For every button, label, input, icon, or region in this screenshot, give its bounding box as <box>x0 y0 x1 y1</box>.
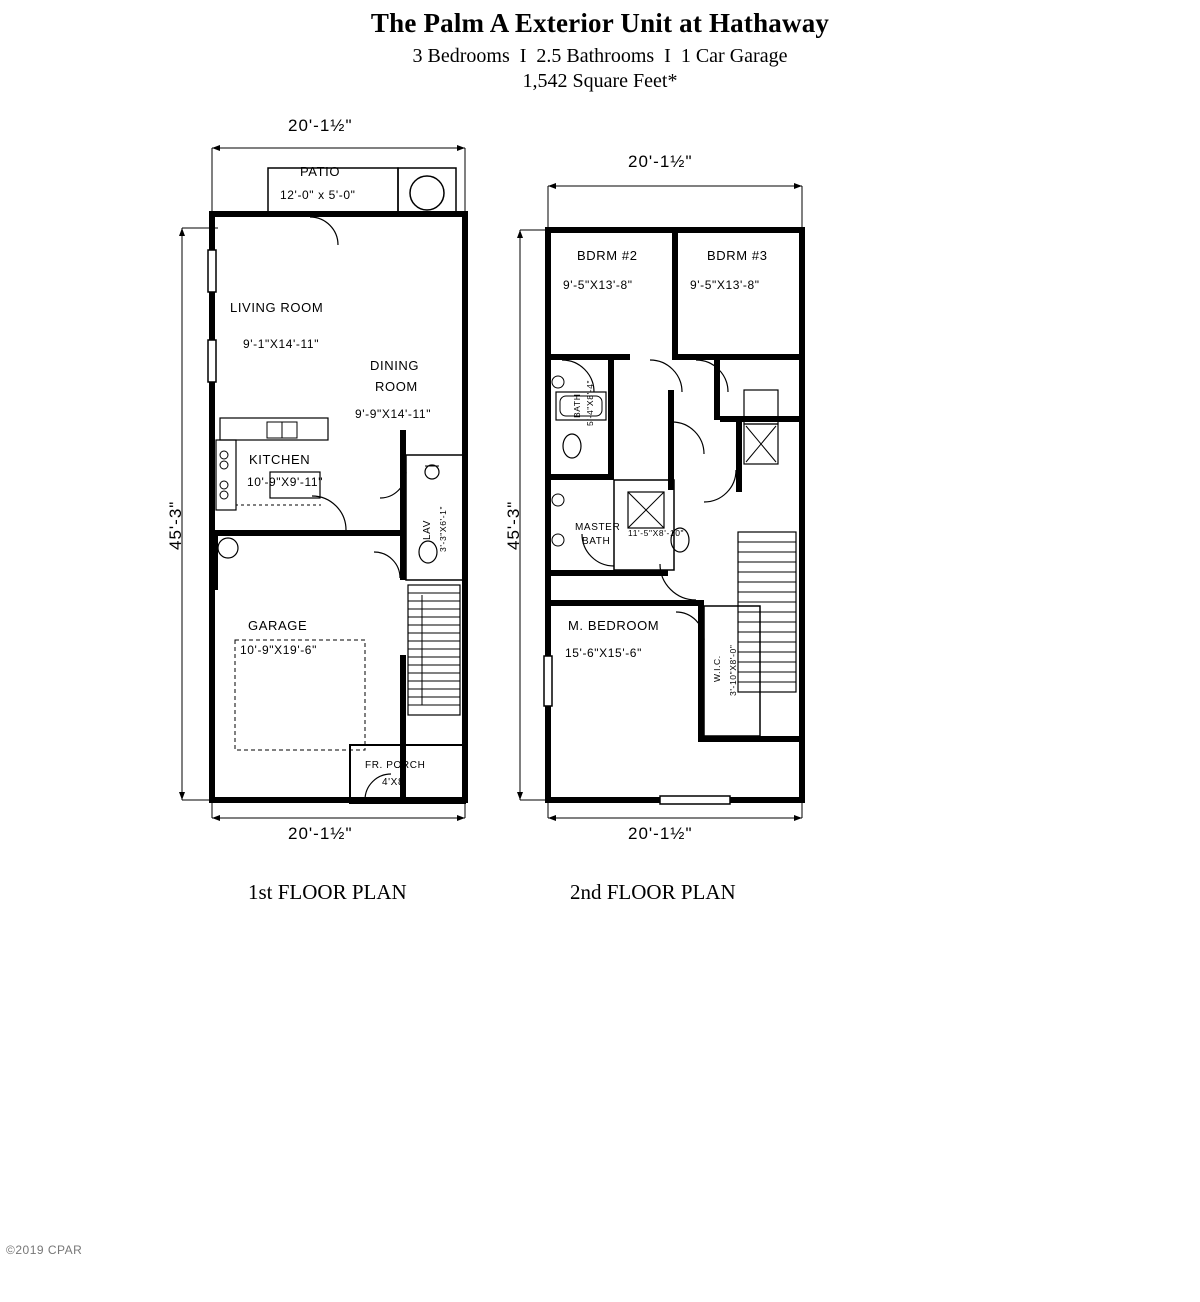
room-dims-lav: 3'-3"X6'-1" <box>438 505 448 552</box>
floorplans-container <box>0 100 1200 930</box>
room-label-bath: BATH <box>572 393 582 418</box>
floor2-caption: 2nd FLOOR PLAN <box>570 880 736 904</box>
floor1-dim-top: 20'-1½" <box>288 116 353 135</box>
plan-area: 1,542 Square Feet* <box>522 70 678 92</box>
floor2-dim-left: 45'-3" <box>504 500 523 550</box>
copyright-notice: ©2019 CPAR <box>6 1243 83 1257</box>
room-label-master-bath: MASTER <box>575 522 621 533</box>
floor1-dim-left: 45'-3" <box>166 500 185 550</box>
second-floor-drawing <box>500 100 860 930</box>
floor1-dim-bottom: 20'-1½" <box>288 824 353 843</box>
room-dims-living-room: 9'-1"X14'-11" <box>243 337 320 351</box>
room-label-dining-room: DINING <box>370 358 420 373</box>
room-dims-master-bath: 11'-5"X8'-10" <box>628 528 685 538</box>
room-label-front-porch: FR. PORCH <box>365 760 426 771</box>
floor1-caption: 1st FLOOR PLAN <box>248 880 407 904</box>
plan-header <box>0 8 1200 93</box>
room-label-patio: PATIO <box>300 164 341 179</box>
room-dims-master-bedroom: 15'-6"X15'-6" <box>565 646 642 660</box>
second-floor-plan <box>500 100 860 930</box>
room-label-lav: LAV <box>422 520 433 540</box>
room-label-living-room: LIVING ROOM <box>230 300 324 315</box>
first-floor-drawing <box>160 100 500 930</box>
first-floor-plan <box>160 100 500 930</box>
floor2-dim-bottom: 20'-1½" <box>628 824 693 843</box>
room-label-master-bath-2: BATH <box>582 536 611 547</box>
floor2-dim-top: 20'-1½" <box>628 152 693 171</box>
room-label-master-bedroom: M. BEDROOM <box>568 618 660 633</box>
room-label-garage: GARAGE <box>248 618 308 633</box>
page-title: The Palm A Exterior Unit at Hathaway <box>370 8 830 38</box>
room-dims-bdrm-2: 9'-5"X13'-8" <box>563 278 633 292</box>
room-dims-kitchen: 10'-9"X9'-11" <box>247 475 324 489</box>
room-label-dining-room-2: ROOM <box>375 379 418 394</box>
room-dims-wic: 3'-10"X8'-0" <box>728 644 738 696</box>
room-dims-patio: 12'-0" x 5'-0" <box>280 188 356 202</box>
room-dims-front-porch: 4'X8' <box>382 777 407 788</box>
room-dims-bdrm-3: 9'-5"X13'-8" <box>690 278 760 292</box>
room-dims-dining-room: 9'-9"X14'-11" <box>355 407 432 421</box>
room-label-bdrm-2: BDRM #2 <box>577 248 638 263</box>
plan-specs: 3 Bedrooms I 2.5 Bathrooms I 1 Car Garage <box>412 45 788 67</box>
room-label-bdrm-3: BDRM #3 <box>707 248 768 263</box>
room-label-wic: W.I.C. <box>712 655 722 682</box>
room-dims-garage: 10'-9"X19'-6" <box>240 643 317 657</box>
room-dims-bath: 5'-4"X8'-4" <box>585 379 595 426</box>
room-label-kitchen: KITCHEN <box>249 452 311 467</box>
